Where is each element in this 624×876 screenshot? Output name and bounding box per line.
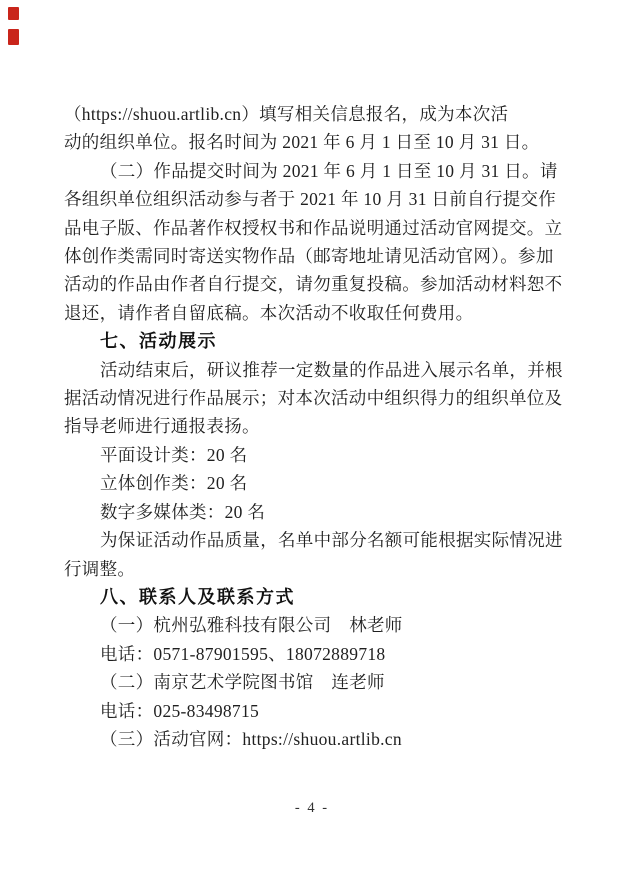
- document-line: （一）杭州弘雅科技有限公司 林老师: [100, 615, 403, 636]
- document-line: （二）作品提交时间为 2021 年 6 月 1 日至 10 月 31 日。请: [100, 160, 558, 181]
- document-line: 电话：025-83498715: [100, 700, 260, 721]
- document-line: 动的组织单位。报名时间为 2021 年 6 月 1 日至 10 月 31 日。: [64, 132, 540, 153]
- document-line: 指导老师进行通报表扬。: [64, 416, 260, 437]
- corner-marks: [8, 7, 22, 54]
- section-heading: 八、联系人及联系方式: [100, 586, 295, 607]
- document-line: 为保证活动作品质量，名单中部分名额可能根据实际情况进: [100, 530, 563, 551]
- red-mark-icon: [8, 29, 19, 45]
- document-line: （https://shuou.artlib.cn）填写相关信息报名，成为本次活: [64, 104, 509, 124]
- document-line: 退还，请作者自留底稿。本次活动不收取任何费用。: [64, 302, 474, 323]
- document-line: 电话：0571-87901595、18072889718: [100, 643, 386, 664]
- document-line: 平面设计类：20 名: [100, 444, 248, 465]
- document-body: [64, 100, 564, 753]
- red-mark-icon: [8, 7, 19, 20]
- document-line: 活动结束后，研议推荐一定数量的作品进入展示名单，并根: [100, 359, 563, 380]
- document-line: 体创作类需同时寄送实物作品（邮寄地址请见活动官网）。参加: [64, 246, 554, 267]
- document-line: 行调整。: [64, 558, 136, 579]
- document-line: 数字多媒体类：20 名: [100, 501, 266, 522]
- document-line: 活动的作品由作者自行提交，请勿重复投稿。参加活动材料恕不: [64, 274, 563, 295]
- document-line: （三）活动官网：https://shuou.artlib.cn: [100, 728, 402, 749]
- document-line: 各组织单位组织活动参与者于 2021 年 10 月 31 日前自行提交作: [64, 189, 557, 210]
- document-line: 品电子版、作品著作权授权书和作品说明通过活动官网提交。立: [64, 217, 563, 238]
- document-line: （二）南京艺术学院图书馆 连老师: [100, 672, 385, 693]
- page-number: - 4 -: [294, 800, 330, 816]
- document-line: 据活动情况进行作品展示；对本次活动中组织得力的组织单位及: [64, 388, 563, 409]
- section-heading: 七、活动展示: [100, 331, 217, 352]
- document-line: 立体创作类：20 名: [100, 473, 248, 494]
